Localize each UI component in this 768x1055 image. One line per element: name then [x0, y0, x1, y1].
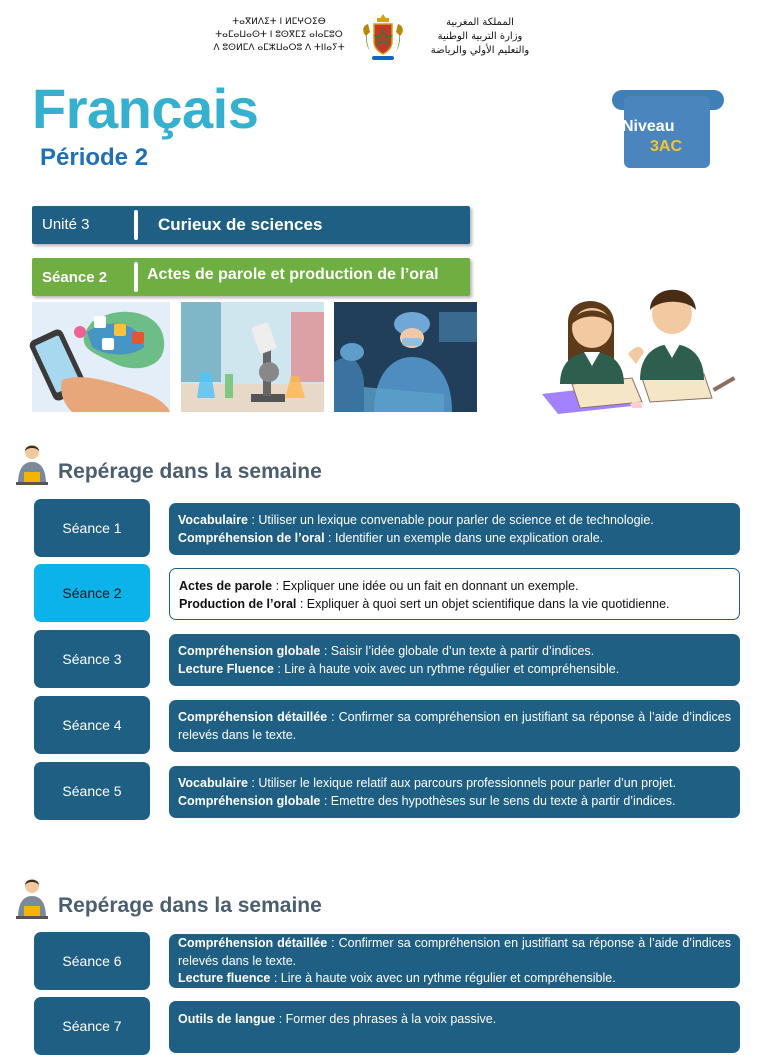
seance-5-description: [169, 766, 740, 818]
seance-6-description: [169, 934, 740, 988]
students-studying-illustration: [532, 274, 738, 418]
skill-text: : Utiliser un lexique convenable pour parler de science et de technologie.: [247, 513, 654, 527]
subject-title: Français: [32, 77, 259, 140]
skill-label: Compréhension détaillée: [178, 936, 328, 950]
level-banner: [612, 90, 724, 172]
skill-label: Compréhension globale: [178, 793, 321, 808]
seance-bar: [32, 258, 470, 296]
seance-3-description: [169, 634, 740, 686]
seance-4-description: [169, 700, 740, 752]
seance-label: Séance 2: [42, 269, 108, 286]
seance-2-description: [169, 568, 740, 620]
unit-bar: [32, 206, 470, 244]
skill-text: : Expliquer à quoi sert un objet scientifique dans la vie quotidienne.: [296, 596, 670, 611]
microscope-lab-illustration: [181, 302, 324, 412]
phone-apps-illustration: [32, 302, 170, 412]
skill-text: : Saisir l’idée globale d’un texte à partir d’indices.: [320, 644, 595, 658]
ministry-name-arabic: المملكة المغربية وزارة التربية الوطنية والتعليم الأولي والرياضة: [430, 17, 530, 56]
seance-1-description: [169, 503, 740, 555]
section-header: [14, 442, 414, 486]
skill-label: Compréhension globale: [178, 644, 321, 658]
period-title: Période 2: [40, 144, 149, 171]
skill-label: Compréhension détaillée: [178, 710, 328, 724]
section-title: Repérage dans la semaine: [58, 894, 322, 917]
seance-row-4: [34, 696, 742, 754]
skill-label: Vocabulaire: [178, 776, 248, 790]
section-header: [14, 876, 414, 920]
unit-title: Curieux de sciences: [158, 215, 323, 234]
skill-text: : Confirmer sa compréhension en justifiant sa réponse à l’aide d’indices relevés dans le texte.: [178, 936, 731, 968]
skill-label: Lecture fluence: [178, 971, 271, 985]
skill-label: Compréhension de l’oral: [178, 530, 325, 545]
seance-7-description: [169, 1001, 740, 1053]
skill-label: Actes de parole: [179, 579, 273, 593]
seance-row-7: [34, 997, 742, 1055]
skill-text: : Former des phrases à la voix passive.: [275, 1012, 497, 1026]
level-label: Niveau: [622, 118, 675, 135]
bar-divider: [134, 262, 138, 292]
bar-divider: [134, 210, 138, 240]
seance-5-button[interactable]: Séance 5: [34, 762, 150, 820]
seance-row-5: [34, 762, 742, 820]
section-title: Repérage dans la semaine: [58, 460, 322, 483]
seance-row-1: [34, 499, 742, 557]
unit-label: Unité 3: [42, 216, 90, 233]
surgery-photo: [334, 302, 477, 412]
skill-text: : Expliquer une idée ou un fait en donnant un exemple.: [272, 579, 579, 593]
seance-3-button[interactable]: Séance 3: [34, 630, 150, 688]
seance-4-button[interactable]: Séance 4: [34, 696, 150, 754]
seance-row-2: [34, 564, 742, 622]
skill-text: : Identifier un exemple dans une explication orale.: [324, 530, 604, 545]
skill-text: : Confirmer sa compréhension en justifiant sa réponse à l’aide d’indices relevés dans le texte.: [178, 710, 731, 742]
seance-6-button[interactable]: Séance 6: [34, 932, 150, 990]
seance-row-3: [34, 630, 742, 688]
skill-text: : Lire à haute voix avec un rythme régulier et compréhensible.: [270, 971, 616, 985]
moroccan-coat-of-arms-icon: [360, 12, 406, 62]
seance-2-button[interactable]: Séance 2: [34, 564, 150, 622]
skill-label: Lecture Fluence: [178, 661, 274, 676]
level-value: 3AC: [650, 138, 683, 155]
teacher-icon: [14, 442, 50, 486]
seance-1-button[interactable]: Séance 1: [34, 499, 150, 557]
teacher-icon: [14, 876, 50, 920]
skill-text: : Emettre des hypothèses sur le sens du texte à partir d’indices.: [320, 793, 676, 808]
ministry-header: [200, 12, 540, 66]
seance-title: Actes de parole et production de l’oral: [147, 266, 439, 283]
ministry-name-tifinagh: ⵜⴰⴳⵍⴷⵉⵜ ⵏ ⵍⵎⵖⵔⵉⴱ ⵜⴰⵎⴰⵡⴰⵙⵜ ⵏ ⵓⵙⴳⵎⵉ ⴰⵏⴰⵎⵓⵔ ⴷ ⵓⵙⵍⵎⴷ ⴰⵎⵣⵡⴰⵔⵓ ⴷ ⵜⵏⵏⴰⵢⵜ: [213, 17, 345, 53]
skill-text: : Lire à haute voix avec un rythme régulier et compréhensible.: [273, 661, 620, 676]
seance-7-button[interactable]: Séance 7: [34, 997, 150, 1055]
skill-text: : Utiliser le lexique relatif aux parcours professionnels pour parler d’un projet.: [247, 776, 676, 790]
skill-label: Production de l’oral: [179, 596, 297, 611]
skill-label: Vocabulaire: [178, 513, 248, 527]
seance-row-6: [34, 932, 742, 990]
skill-label: Outils de langue: [178, 1012, 276, 1026]
